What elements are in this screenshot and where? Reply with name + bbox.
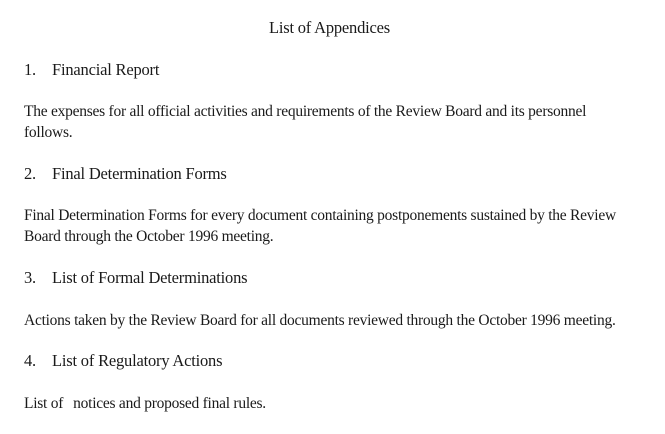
text-after-gap: notices and proposed final rules. <box>73 395 266 412</box>
appendix-title: Financial Report <box>52 60 160 79</box>
appendix-title: List of Regulatory Actions <box>52 351 223 370</box>
appendix-description-4 <box>24 394 634 415</box>
page-title: List of Appendices <box>268 18 391 37</box>
appendix-description-3 <box>24 311 634 332</box>
paragraph-line: The expenses for all official activities and requirements of the Review Board and its personnel <box>24 103 587 120</box>
paragraph-line: Board through the October 1996 meeting. <box>24 227 274 245</box>
appendix-heading-1 <box>24 59 159 81</box>
appendix-description-1 <box>24 102 634 143</box>
appendix-number: 3. <box>24 268 36 287</box>
appendix-heading-2 <box>24 163 227 185</box>
paragraph-line: Actions taken by the Review Board for all documents reviewed through the October 1996 meeting. <box>24 312 616 329</box>
paragraph-line: follows. <box>24 123 73 141</box>
appendix-title: List of Formal Determinations <box>52 268 248 287</box>
paragraph-line: Final Determination Forms for every document containing postponements sustained by the Review <box>24 207 616 224</box>
paragraph-line <box>24 394 634 415</box>
appendix-number: 4. <box>24 351 36 370</box>
text-before-gap: List of <box>24 395 64 412</box>
appendix-description-2 <box>24 206 634 247</box>
appendix-title: Final Determination Forms <box>52 164 227 183</box>
appendix-number: 2. <box>24 164 36 183</box>
appendix-heading-4 <box>24 350 222 372</box>
appendix-number: 1. <box>24 60 36 79</box>
appendix-heading-3 <box>24 267 247 289</box>
